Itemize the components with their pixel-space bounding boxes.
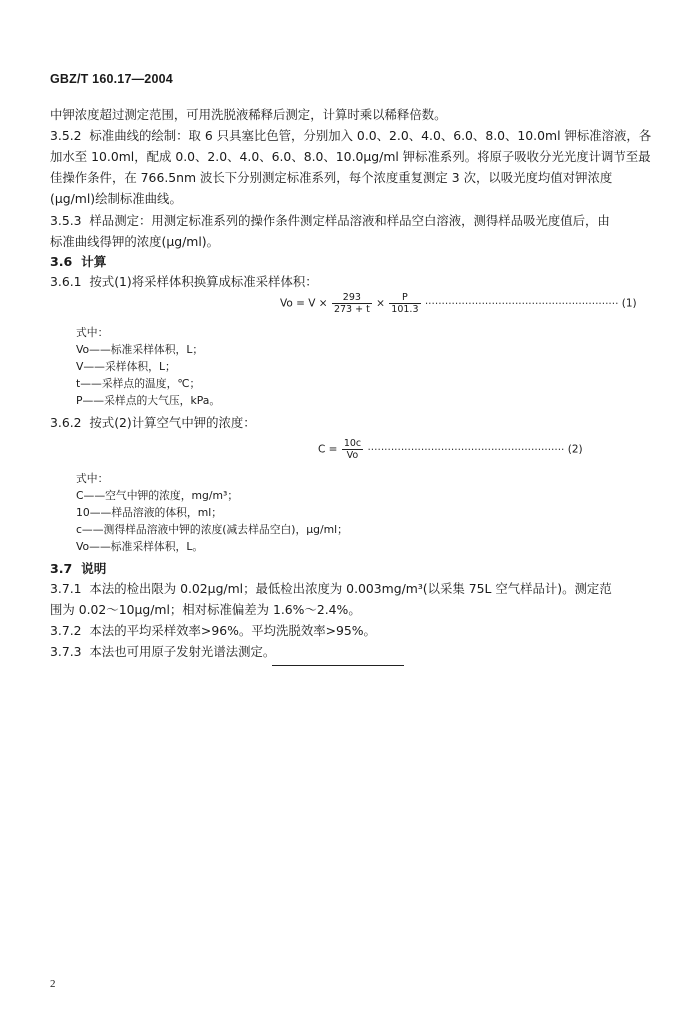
where-1-item: V——采样体积，L；	[76, 360, 176, 373]
section-3-7-3	[50, 641, 628, 662]
paragraph-continuation: 中钾浓度超过测定范围，可用洗脱液稀释后测定，计算时乘以稀释倍数。	[50, 107, 447, 122]
eq1-f2-numerator: P	[389, 292, 420, 304]
section-3-7-heading	[50, 558, 628, 579]
section-3-5-3-line-2: 标准曲线得钾的浓度(μg/ml)。	[50, 234, 220, 249]
where-1-head: 式中：	[76, 326, 109, 339]
eq1-times: ×	[376, 297, 385, 310]
section-3-7-1-line-1	[50, 578, 628, 599]
where-2-item: c——测得样品溶液中钾的浓度(减去样品空白)，μg/ml；	[76, 523, 348, 536]
document-code: GBZ/T 160.17—2004	[50, 72, 173, 86]
eq2-leader-dots: ···························································	[367, 443, 565, 456]
section-text: 样品测定：用测定标准系列的操作条件测定样品溶液和样品空白溶液，测得样品吸光度值后，由	[89, 213, 610, 228]
section-text: 本法的平均采样效率>96%。平均洗脱效率>95%。	[89, 623, 376, 638]
section-number: 3.5.3	[50, 213, 82, 228]
where-1-item: P——采样点的大气压，kPa。	[76, 394, 221, 407]
where-2-item	[76, 487, 238, 504]
section-number: 3.5.2	[50, 128, 82, 143]
section-text: 本法的检出限为 0.02μg/ml；最低检出浓度为 0.003mg/m³(以采集 75L 空气样品计)。测定范	[89, 581, 612, 596]
eq1-leader-dots: ··························································	[424, 297, 619, 310]
section-text: 标准曲线的绘制：取 6 只具塞比色管，分别加入 0.0、2.0、4.0、6.0、8.0、10.0ml 钾标准溶液，各	[89, 128, 652, 143]
where-1-item: t——采样点的温度，℃；	[76, 377, 201, 390]
section-number: 3.7.2	[50, 623, 82, 638]
section-3-5-2-line-2: 加水至 10.0ml，配成 0.0、2.0、4.0、6.0、8.0、10.0μg/ml 钾标准系列。将原子吸收分光光度计调节至最	[50, 149, 651, 164]
section-3-7-2	[50, 620, 628, 641]
end-of-text-rule	[272, 665, 404, 666]
section-3-5-2-line-3: 佳操作条件，在 766.5nm 波长下分别测定标准系列，每个浓度重复测定 3 次，以吸光度均值对钾浓度	[50, 170, 613, 185]
eq1-f1-denominator: 273 + t	[333, 304, 370, 315]
equation-2	[318, 438, 624, 461]
where-1-item: Vo——标准采样体积，L；	[76, 343, 204, 356]
eq1-lhs: Vo = V ×	[280, 297, 328, 310]
page-number: 2	[50, 978, 56, 990]
section-3-7-1-line-2: 围为 0.02～10μg/ml；相对标准偏差为 1.6%～2.4%。	[50, 602, 361, 617]
section-title: 说明	[81, 561, 107, 576]
section-number: 3.7	[50, 561, 73, 576]
where-2-item: Vo——标准采样体积，L。	[76, 540, 204, 553]
section-text: 按式(1)将采样体积换算成标准采样体积：	[89, 274, 318, 289]
section-3-6-heading	[50, 251, 628, 272]
eq1-fraction-temp	[332, 292, 372, 315]
eq1-f2-denominator: 101.3	[391, 304, 419, 315]
equation-1	[280, 292, 637, 315]
eq1-fraction-pressure	[389, 292, 420, 315]
where-2-head: 式中：	[76, 472, 109, 485]
where-2-text: C——空气中钾的浓度，mg/m³；	[76, 489, 239, 502]
eq1-f1-numerator: 293	[332, 292, 372, 304]
section-text: 按式(2)计算空气中钾的浓度：	[89, 415, 256, 430]
eq1-label: (1)	[621, 297, 637, 310]
section-3-5-3-line-1	[50, 210, 628, 231]
section-number: 3.7.3	[50, 644, 82, 659]
section-3-6-1	[50, 271, 628, 292]
section-number: 3.6	[50, 254, 73, 269]
eq2-numerator: 10c	[343, 438, 362, 449]
section-3-6-2	[50, 412, 628, 433]
section-title: 计算	[81, 254, 107, 269]
section-3-5-2-line-1	[50, 125, 652, 146]
where-2-item: 10——样品溶液的体积，ml；	[76, 506, 223, 519]
section-number: 3.7.1	[50, 581, 82, 596]
section-number: 3.6.1	[50, 274, 82, 289]
eq2-label: (2)	[567, 443, 583, 456]
section-3-5-2-line-4: (μg/ml)绘制标准曲线。	[50, 191, 182, 206]
eq2-lhs: C =	[318, 443, 338, 456]
eq2-fraction	[342, 438, 363, 461]
section-text: 本法也可用原子发射光谱法测定。	[89, 644, 276, 659]
eq2-denominator: Vo	[346, 450, 359, 461]
section-number: 3.6.2	[50, 415, 82, 430]
